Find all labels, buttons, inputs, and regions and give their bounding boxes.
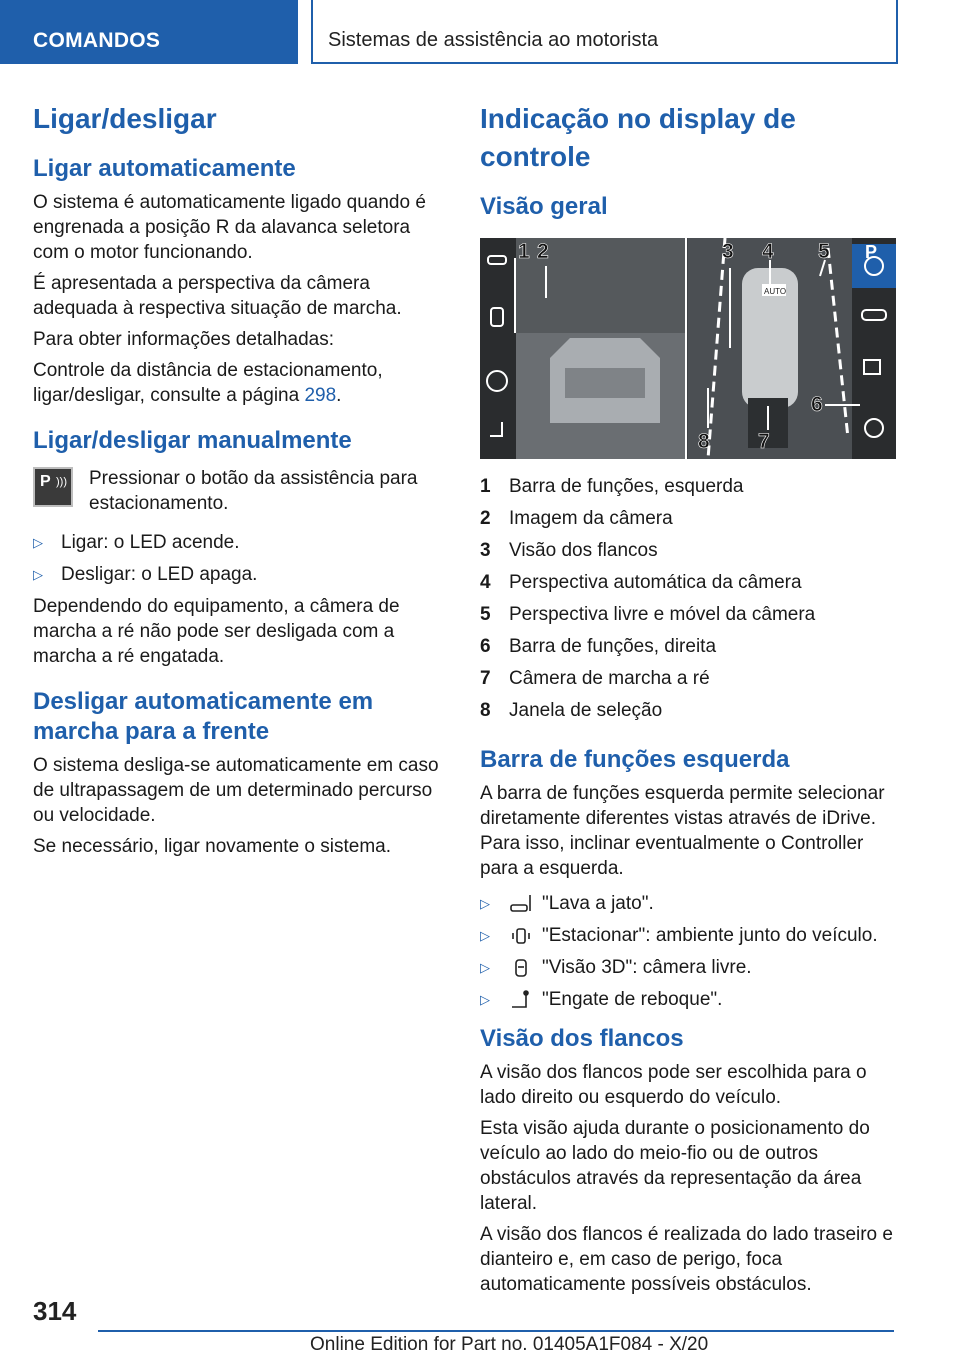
legend-item [480, 631, 896, 663]
paragraph: É apresentada a perspectiva da câmera adequada à respectiva situação de marcha. [33, 273, 402, 319]
legend-number: 3 [480, 540, 491, 561]
list-item-text: "Estacionar": ambiente junto do veículo. [542, 925, 878, 946]
page-title-right: Indicação no display de controle [480, 103, 796, 172]
paragraph: Dependendo do equipamento, a câmera de marcha a ré não pode ser desligada com a marcha a ré engatada. [33, 596, 400, 667]
page-title-left: Ligar/desligar [33, 103, 217, 134]
view-list [480, 891, 896, 1012]
edition-note: Online Edition for Part no. 01405A1F084 - X/20 [310, 1334, 709, 1355]
legend-number: 8 [480, 700, 491, 721]
callout-3: 3 [722, 240, 734, 263]
legend-text: Visão dos flancos [509, 540, 658, 561]
callout-8: 8 [698, 430, 710, 453]
legend-text: Câmera de marcha a ré [509, 668, 710, 689]
page-ref-end: . [336, 385, 342, 406]
legend-number: 1 [480, 476, 491, 497]
legend-item [480, 567, 896, 599]
page-ref-text: Controle da distância de estacionamento, ligar/desligar, consulte a página [33, 360, 383, 406]
parking-button-row [33, 466, 445, 516]
paragraph: A visão dos flancos pode ser escolhida para o lado direito ou esquerdo do veículo. [480, 1062, 867, 1108]
heading-flanks: Visão dos flancos [480, 1025, 684, 1052]
legend-text: Perspectiva automática da câmera [509, 572, 802, 593]
legend-text: Imagem da câmera [509, 508, 673, 529]
paragraph-page-ref [33, 358, 445, 408]
heading-overview: Visão geral [480, 193, 608, 220]
list-item-text: "Lava a jato". [542, 893, 654, 914]
legend-item [480, 599, 896, 631]
list-item [480, 891, 896, 916]
page-ref-link[interactable]: 298 [304, 385, 337, 406]
svg-text:P: P [865, 242, 878, 262]
paragraph: Para obter informações detalhadas: [33, 329, 335, 350]
list-item [480, 923, 896, 948]
callout-4: 4 [762, 240, 774, 263]
list-item-text: Desligar: o LED apaga. [61, 564, 258, 585]
legend-list [480, 471, 896, 727]
legend-item [480, 503, 896, 535]
triangle-bullet-icon: ▷ [480, 896, 490, 911]
bullet-list [33, 530, 445, 587]
legend-number: 7 [480, 668, 491, 689]
heading-auto-on: Ligar automaticamente [33, 155, 296, 182]
view-3d-icon [508, 957, 534, 979]
list-item [33, 562, 445, 587]
chapter-header [311, 0, 898, 64]
legend-item [480, 535, 896, 567]
callout-7: 7 [758, 430, 770, 453]
heading-left-bar: Barra de funções esquerda [480, 746, 790, 773]
legend-text: Janela de seleção [509, 700, 663, 721]
paragraph: A visão dos flancos é realizada do lado traseiro e dianteiro e, em caso de perigo, foca automaticamente possíveis obstáculos. [480, 1224, 893, 1295]
button-instruction: Pressionar o botão da assistência para estacionamento. [89, 468, 418, 514]
section-label: COMANDOS [33, 29, 161, 52]
legend-number: 5 [480, 604, 491, 625]
footer-divider [98, 1330, 894, 1332]
callout-6: 6 [811, 393, 823, 416]
paragraph: A barra de funções esquerda permite selecionar diretamente diferentes vistas através de iDrive. Para isso, inclinar eventualmente o Controller para a esquerda. [480, 783, 885, 879]
triangle-bullet-icon: ▷ [33, 567, 43, 582]
triangle-bullet-icon: ▷ [33, 535, 43, 550]
paragraph: O sistema desliga-se automaticamente em caso de ultrapassagem de um determinado percurso ou velocidade. [33, 755, 439, 826]
legend-text: Barra de funções, esquerda [509, 476, 744, 497]
list-item [480, 955, 896, 980]
car-wash-icon [508, 893, 534, 915]
legend-item [480, 695, 896, 727]
triangle-bullet-icon: ▷ [480, 928, 490, 943]
parking-surroundings-icon [508, 925, 534, 947]
triangle-bullet-icon: ▷ [480, 992, 490, 1007]
right-column [480, 100, 896, 1297]
list-item-text: "Engate de reboque". [542, 989, 723, 1010]
callout-1: 1 [518, 240, 530, 263]
legend-number: 2 [480, 508, 491, 529]
heading-auto-off: Desligar automaticamente em marcha para a frente [33, 688, 374, 745]
list-item-text: Ligar: o LED acende. [61, 532, 240, 553]
paragraph: Esta visão ajuda durante o posicionamento do veículo ao lado do meio-fio ou de outros obstáculos através da representação da área lateral. [480, 1118, 870, 1214]
callout-2: 2 [537, 240, 549, 263]
list-item [33, 530, 445, 555]
left-column [33, 100, 445, 859]
triangle-bullet-icon: ▷ [480, 960, 490, 975]
list-item-text: "Visão 3D": câmera livre. [542, 957, 752, 978]
paragraph: O sistema é automaticamente ligado quando é engrenada a posição R da alavanca seletora com o motor funcionando. [33, 192, 426, 263]
legend-number: 4 [480, 572, 491, 593]
legend-number: 6 [480, 636, 491, 657]
legend-item [480, 663, 896, 695]
legend-item [480, 471, 896, 503]
control-display-figure [480, 238, 896, 459]
legend-text: Barra de funções, direita [509, 636, 717, 657]
chapter-label: Sistemas de assistência ao motorista [328, 29, 659, 51]
heading-manual: Ligar/desligar manualmente [33, 427, 352, 454]
paragraph: Se necessário, ligar novamente o sistema. [33, 836, 392, 857]
page-number: 314 [33, 1296, 77, 1326]
callout-5: 5 [818, 240, 830, 263]
section-tab [0, 0, 298, 64]
trailer-hitch-icon [508, 989, 534, 1011]
parking-assist-button-icon: P ))) [33, 467, 73, 507]
display-illustration [480, 238, 896, 459]
figure-auto-badge: AUTO [764, 287, 787, 296]
legend-text: Perspectiva livre e móvel da câmera [509, 604, 816, 625]
list-item [480, 987, 896, 1012]
